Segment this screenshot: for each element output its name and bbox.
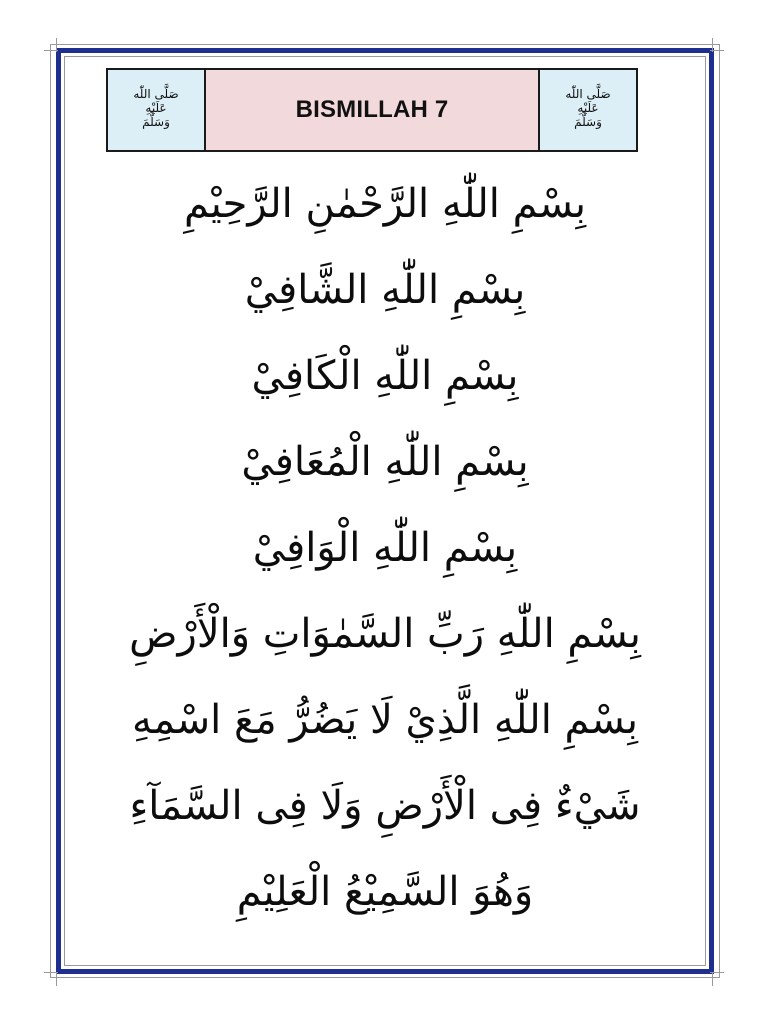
emblem-text: عَلَيْهِ xyxy=(577,101,599,115)
dua-line: شَيْءٌ فِى الْأَرْضِ وَلَا فِى السَّمَآءِ xyxy=(129,783,641,829)
dua-line: وَهُوَ السَّمِيْعُ الْعَلِيْمِ xyxy=(236,869,534,915)
corner-mark xyxy=(56,972,57,986)
corner-mark xyxy=(712,972,713,986)
corner-mark xyxy=(712,38,713,52)
salawat-calligraphy-icon xyxy=(125,83,187,137)
emblem-text: صَلَّى اللّٰه xyxy=(133,87,179,101)
emblem-right xyxy=(538,70,636,150)
corner-mark xyxy=(56,38,57,52)
dua-line: بِسْمِ اللّٰهِ رَبِّ السَّمٰوَاتِ وَالْأَرْضِ xyxy=(129,611,641,657)
emblem-text: وَسَلَّمَ xyxy=(142,115,170,129)
title-banner xyxy=(106,68,638,152)
page-title: BISMILLAH 7 xyxy=(295,96,449,123)
emblem-text: وَسَلَّمَ xyxy=(574,115,602,129)
dua-line: بِسْمِ اللّٰهِ الشَّافِيْ xyxy=(244,267,526,313)
title-cell xyxy=(206,70,538,150)
dua-line: بِسْمِ اللّٰهِ الرَّحْمٰنِ الرَّحِيْمِ xyxy=(183,181,587,227)
emblem-text: عَلَيْهِ xyxy=(145,101,167,115)
emblem-left xyxy=(108,70,206,150)
salawat-calligraphy-icon xyxy=(557,83,619,137)
dua-line: بِسْمِ اللّٰهِ الَّذِيْ لَا يَضُرُّ مَعَ اسْمِهِ xyxy=(132,697,638,743)
dua-line: بِسْمِ اللّٰهِ الْكَافِيْ xyxy=(251,353,519,399)
dua-line: بِسْمِ اللّٰهِ الْمُعَافِيْ xyxy=(241,439,529,485)
dua-line: بِسْمِ اللّٰهِ الْوَافِيْ xyxy=(252,525,518,571)
emblem-text: صَلَّى اللّٰه xyxy=(565,87,611,101)
